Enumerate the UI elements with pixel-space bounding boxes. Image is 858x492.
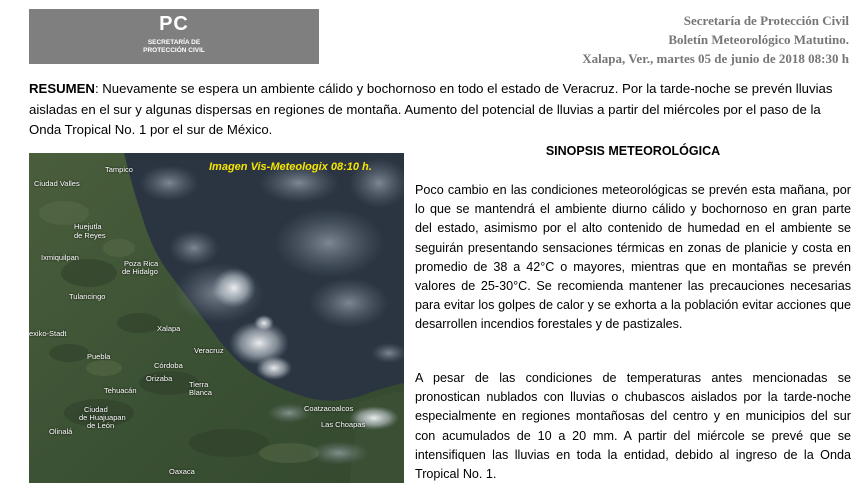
city-label: de Reyes [74, 231, 106, 240]
summary-label: RESUMEN [29, 81, 95, 96]
satellite-caption: Imagen Vis-Meteologix 08:10 h. [209, 161, 372, 173]
city-label: Las Choapas [321, 420, 366, 429]
logo-subtitle-line-1: SECRETARÍA DE [147, 39, 201, 46]
city-label: Oaxaca [169, 467, 195, 476]
logo-subtitle [29, 39, 319, 55]
city-label: de Hidalgo [122, 267, 158, 276]
city-label: Tehuacán [104, 386, 137, 395]
city-label: Tulancingo [69, 292, 106, 301]
city-label: Córdoba [154, 361, 183, 370]
satellite-image [29, 153, 404, 483]
city-label: Ciudad [84, 405, 108, 414]
city-label: Poza Rica [124, 259, 159, 268]
city-label: de Huajuapan [79, 413, 126, 422]
bulletin-header [582, 11, 849, 68]
city-label: Veracruz [194, 346, 224, 355]
city-label: de León [87, 421, 115, 430]
org-name: Secretaría de Protección Civil [683, 13, 849, 28]
city-label: Xalapa [157, 324, 181, 333]
logo-subtitle-line-2: PROTECCIÓN CIVIL [143, 47, 205, 54]
city-label: Ciudad Valles [34, 179, 80, 188]
summary-text: : Nuevamente se espera un ambiente cálido y bochornoso en todo el estado de Veracruz. Por la tarde-noche se prevén lluvias aisladas en el sur y algunas dispersas en regiones de montaña. Aumento del potencial de lluvias a partir del miércoles por el paso de la Onda Tropical No. 1 por el sur de México. [29, 81, 833, 137]
logo-text: PC [159, 13, 189, 35]
city-label: Tierra [189, 380, 209, 389]
city-label: Olinalá [49, 427, 73, 436]
summary-paragraph [29, 79, 851, 141]
city-label: Tampico [105, 165, 133, 174]
city-label: Blanca [189, 388, 212, 397]
pc-logo [29, 9, 319, 64]
city-label: Huejutla [74, 222, 102, 231]
synopsis-paragraph-2: A pesar de las condiciones de temperaturas antes mencionadas se pronostican nublados con lluvias o chubascos aislados por la tarde-noche especialmente en regiones montañosas del centro y en municipios del sur con acumulados de 10 a 20 mm. A partir del miércole se prevé que se intensifiquen las lluvias en toda la entidad, debido al ingreso de la Onda Tropical No. 1. [415, 371, 851, 482]
bulletin-date: Xalapa, Ver., martes 05 de junio de 2018 08:30 h [582, 51, 849, 66]
bulletin-name: Boletín Meteorológico Matutino. [668, 32, 849, 47]
city-label: Coatzacoalcos [304, 404, 354, 413]
synopsis-paragraph-1: Poco cambio en las condiciones meteorológicas se prevén esta mañana, por lo que se mantendrá el ambiente diurno cálido y bochornoso en gran parte del estado, asimismo por el alto contenido de humedad en el ambiente se seguirán presentando sensaciones térmicas en zonas de planicie y costa en promedio de 38 a 42°C o mayores, mientras que en montañas se prevén valores de 25-30°C. Se recomienda mantener las precauciones necesarias para evitar los golpes de calor y se exhorta a la población evitar acciones que desarrollen incendios forestales y de pastizales. [415, 183, 851, 332]
city-label: Ixmiquilpan [41, 253, 79, 262]
city-label: Orizaba [146, 374, 173, 383]
synopsis-title: SINOPSIS METEOROLÓGICA [545, 144, 721, 158]
city-label: Puebla [87, 352, 111, 361]
city-label: exiko-Stadt [29, 329, 67, 338]
satellite-map-graphic [29, 153, 404, 483]
